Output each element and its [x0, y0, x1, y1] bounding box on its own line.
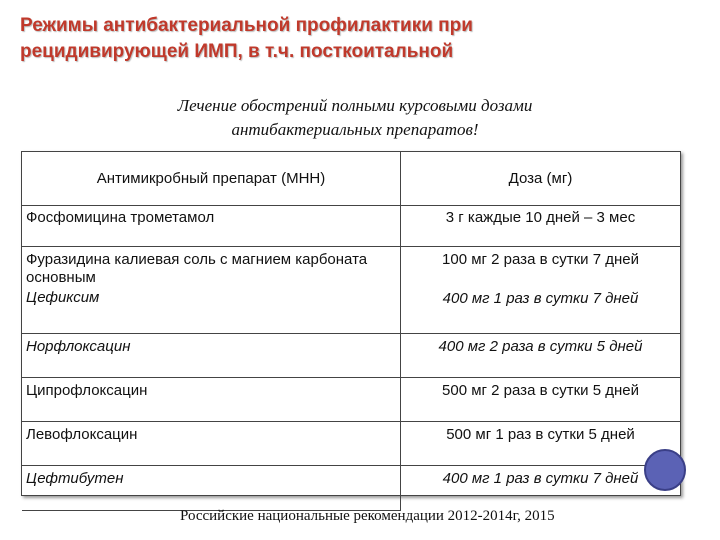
dose-cell: 500 мг 1 раз в сутки 5 дней	[401, 422, 681, 466]
footer-source: Российские национальные рекомендации 2012-2014г, 2015	[180, 508, 555, 524]
dose-cell: 400 мг 1 раз в сутки 7 дней	[442, 470, 639, 487]
subtitle-line-2: антибактериальных препаратов!	[231, 120, 479, 139]
table-row	[22, 466, 680, 511]
table-row	[22, 206, 680, 247]
table-row	[22, 247, 680, 334]
subtitle-line-1: Лечение обострений полными курсовыми дозами	[177, 96, 533, 115]
drug-cell: Цефтибутен	[22, 466, 401, 511]
table-header-row	[22, 152, 680, 206]
drug-cell: Фосфомицина трометамол	[22, 206, 401, 247]
drug-cell: Левофлоксацин	[22, 422, 401, 466]
dose-cell	[401, 247, 681, 334]
dose-value: 400 мг 1 раз в сутки 7 дней	[442, 290, 639, 307]
table-row	[22, 334, 680, 378]
table-row	[22, 422, 680, 466]
table-row	[22, 378, 680, 422]
drug-name: Цефиксим	[26, 289, 100, 306]
dose-cell: 400 мг 2 раза в сутки 5 дней	[401, 334, 681, 378]
decorative-circle	[644, 449, 686, 491]
dose-cell: 500 мг 2 раза в сутки 5 дней	[401, 378, 681, 422]
drug-cell: Ципрофлоксацин	[22, 378, 401, 422]
dose-cell: 3 г каждые 10 дней – 3 мес	[401, 206, 681, 247]
header-dose: Доза (мг)	[401, 152, 681, 206]
drug-name: Фуразидина калиевая соль с магнием карбоната основным	[26, 251, 368, 286]
title-line-2: рецидивирующей ИМП, в т.ч. посткоитальной	[20, 41, 454, 62]
header-drug: Антимикробный препарат (МНН)	[22, 152, 401, 206]
slide-subtitle	[60, 94, 650, 142]
dose-value: 100 мг 2 раза в сутки 7 дней	[442, 251, 639, 268]
slide-title	[20, 14, 710, 64]
title-line-1: Режимы антибактериальной профилактики при	[20, 15, 473, 36]
drug-cell	[22, 247, 401, 334]
dosage-table	[21, 151, 681, 496]
drug-cell: Норфлоксацин	[22, 334, 401, 378]
